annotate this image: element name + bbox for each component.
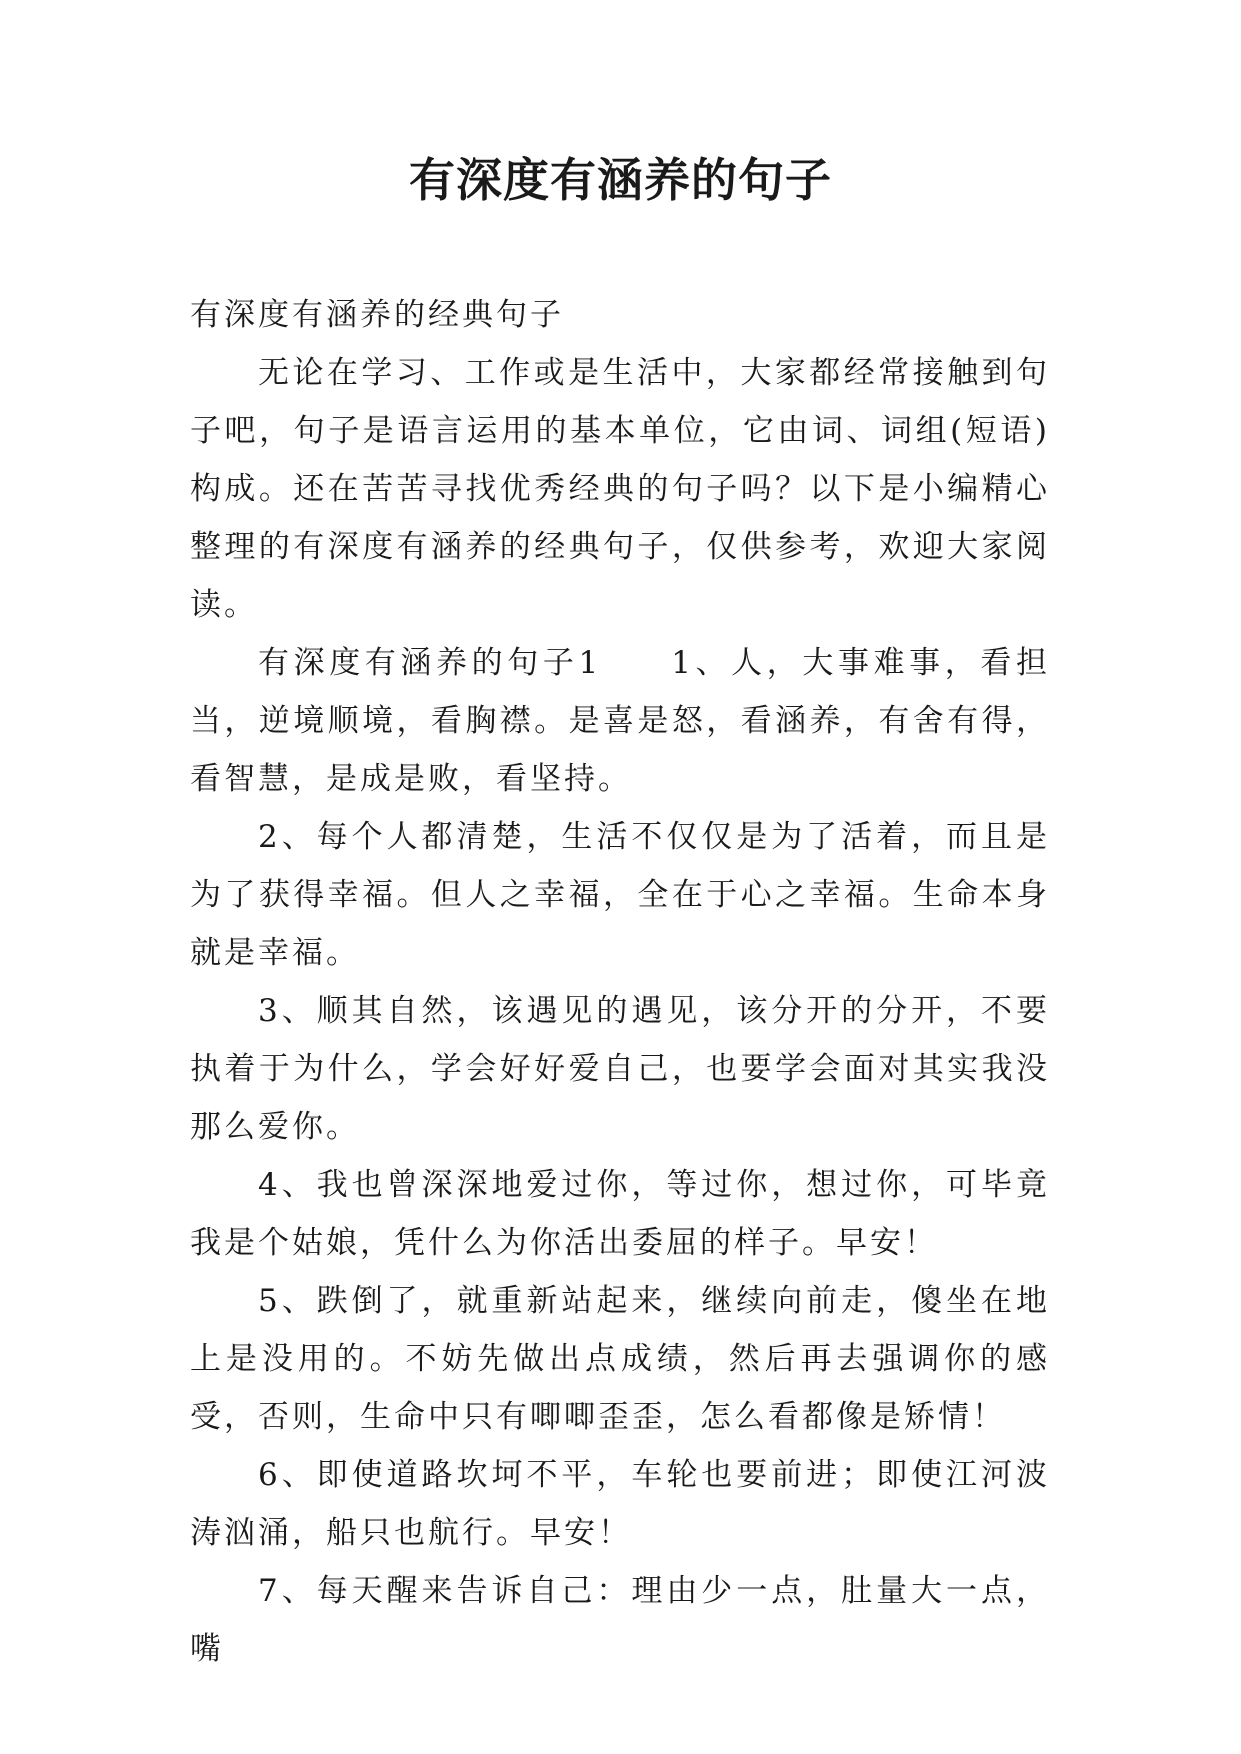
list-item: 5、跌倒了，就重新站起来，继续向前走，傻坐在地上是没用的。不妨先做出点成绩，然后再去强调你的感受，否则，生命中只有唧唧歪歪，怎么看都像是矫情！: [190, 1283, 1050, 1435]
list-item: 3、顺其自然，该遇见的遇见，该分开的分开，不要执着于为什么，学会好好爱自己，也要学会面对其实我没那么爱你。: [190, 993, 1050, 1145]
document-body: [190, 286, 1050, 1678]
list-item: 1、人，大事难事，看担当，逆境顺境，看胸襟。是喜是怒，看涵养，有舍有得，看智慧，是成是败，看坚持。: [190, 645, 1050, 797]
list-item: 7、每天醒来告诉自己：理由少一点，肚量大一点，嘴: [190, 1573, 1050, 1667]
document-title: 有深度有涵养的句子: [409, 153, 832, 207]
list-item: 2、每个人都清楚，生活不仅仅是为了活着，而且是为了获得幸福。但人之幸福，全在于心之幸福。生命本身就是幸福。: [190, 819, 1050, 971]
section-paragraph: [190, 634, 1050, 808]
document-subtitle: 有深度有涵养的经典句子: [190, 297, 564, 333]
list-item: 4、我也曾深深地爱过你，等过你，想过你，可毕竟我是个姑娘，凭什么为你活出委屈的样子。早安！: [190, 1167, 1050, 1261]
intro-paragraph: 无论在学习、工作或是生活中，大家都经常接触到句子吧，句子是语言运用的基本单位，它由词、词组(短语)构成。还在苦苦寻找优秀经典的句子吗？以下是小编精心整理的有深度有涵养的经典句子，仅供参考，欢迎大家阅读。: [190, 355, 1050, 623]
section-heading: 有深度有涵养的句子1: [258, 645, 602, 681]
list-item: 6、即使道路坎坷不平，车轮也要前进；即使江河波涛汹涌，船只也航行。早安！: [190, 1457, 1050, 1551]
